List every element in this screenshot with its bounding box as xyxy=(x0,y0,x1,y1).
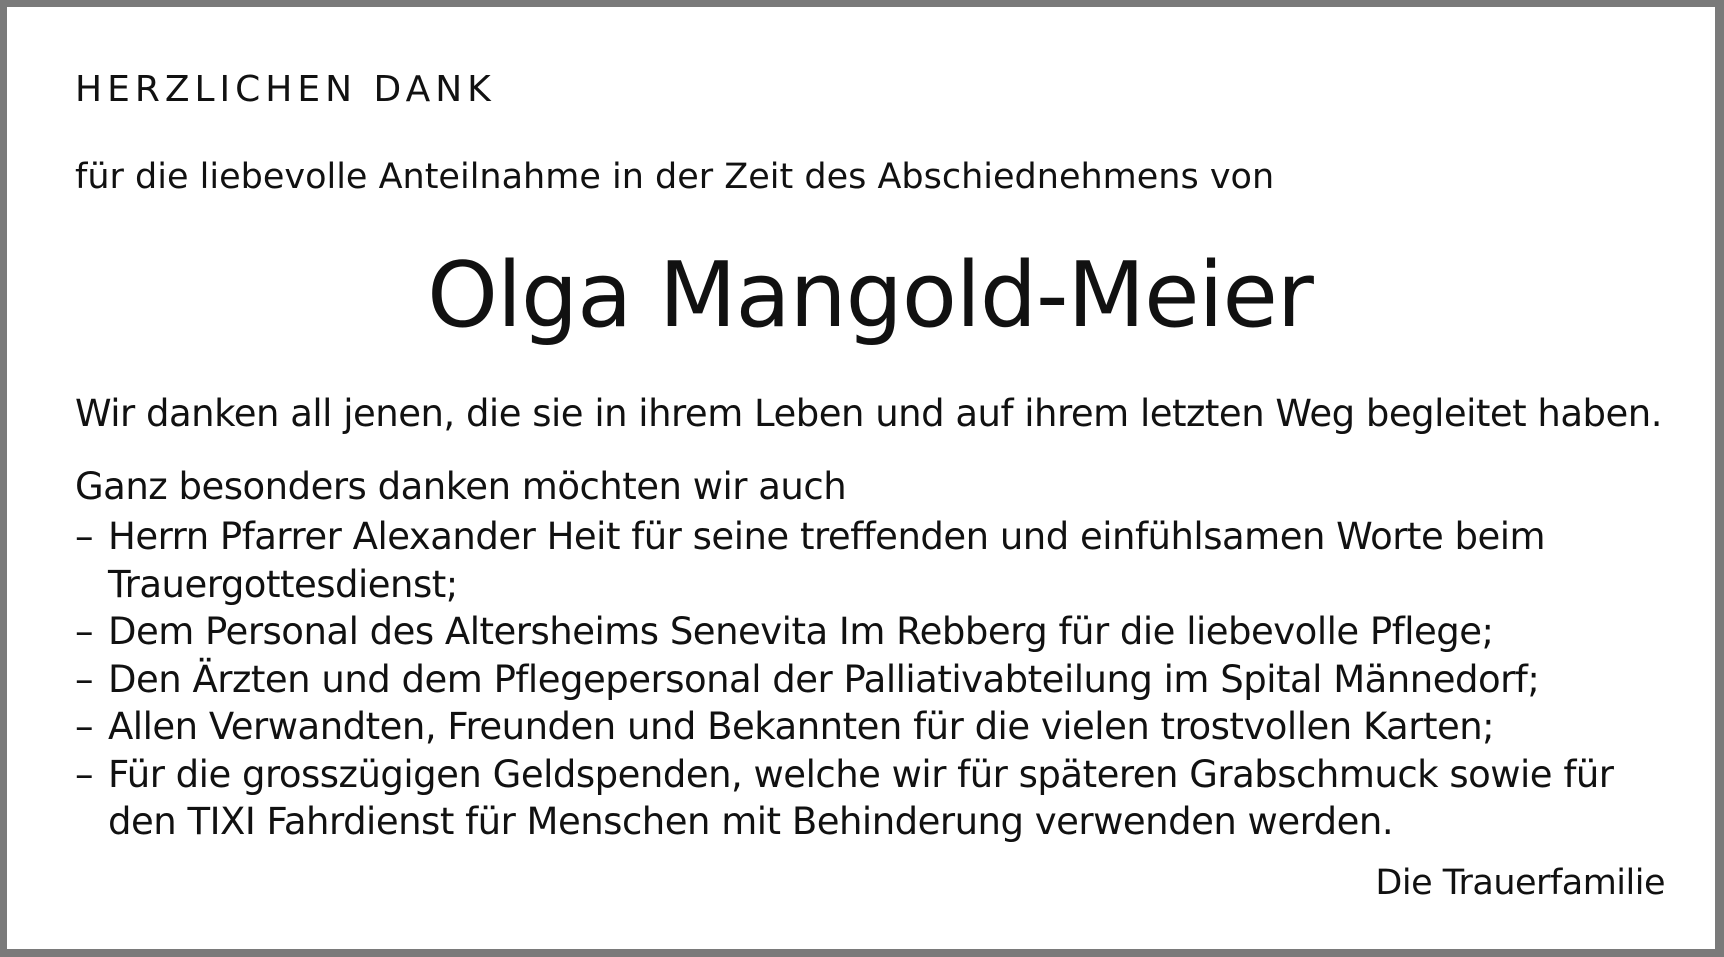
list-item xyxy=(75,656,1614,704)
list-item-text: Den Ärzten und dem Pflegepersonal der Palliativabteilung im Spital Männedorf; xyxy=(108,657,1540,701)
list-item xyxy=(75,751,1614,846)
list-item xyxy=(75,513,1614,608)
signature: Die Trauerfamilie xyxy=(1375,863,1665,903)
dash-marker: – xyxy=(75,705,93,748)
list-item-text: Dem Personal des Altersheims Senevita Im Rebberg für die liebevolle Pflege; xyxy=(108,610,1494,653)
dash-marker: – xyxy=(75,752,93,796)
dash-marker: – xyxy=(75,515,93,558)
list-item-text: Für die grosszügigen Geldspenden, welche wir für späteren Grabschmuck sowie für xyxy=(108,752,1614,796)
list-item-text: Allen Verwandten, Freunden und Bekannten für die vielen trostvollen Karten; xyxy=(108,705,1495,748)
thanks-sentence: Wir danken all jenen, die sie in ihrem Leben und auf ihrem letzten Weg begleitet haben. xyxy=(75,392,1663,435)
deceased-name: Olga Mangold-Meier xyxy=(427,243,1313,348)
thanks-list xyxy=(75,513,1614,846)
list-item-text: Herrn Pfarrer Alexander Heit für seine treffenden und einfühlsamen Worte beim xyxy=(108,515,1546,558)
notice-intro: für die liebevolle Anteilnahme in der Zeit des Abschiednehmens von xyxy=(75,157,1275,197)
list-item xyxy=(75,703,1614,751)
list-item-text-continued: den TIXI Fahrdienst für Menschen mit Behinderung verwenden werden. xyxy=(108,800,1394,843)
special-thanks-intro: Ganz besonders danken möchten wir auch xyxy=(75,465,847,508)
notice-heading: HERZLICHEN DANK xyxy=(75,69,496,110)
list-item-text-continued: Trauergottesdienst; xyxy=(108,562,458,606)
list-item xyxy=(75,608,1614,656)
dash-marker: – xyxy=(75,610,93,653)
dash-marker: – xyxy=(75,657,93,701)
